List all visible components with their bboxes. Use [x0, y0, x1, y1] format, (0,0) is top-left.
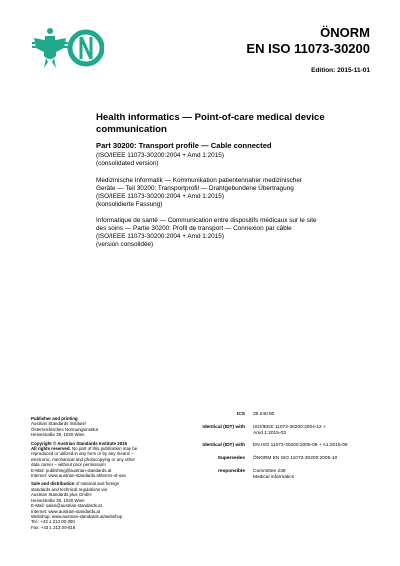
document-title: Health informatics — Point-of-care medical device communication: [96, 112, 325, 135]
metadata-row-responsible: responsible Committee 238 Medical informatics: [218, 468, 295, 480]
standard-number: EN ISO 11073-30200: [246, 41, 370, 56]
austrian-standards-logo: [32, 22, 104, 74]
metadata-row-identical-en: Identical (IDT) with EN ISO 11073-30200:2005-08 + A1:2015-09: [202, 443, 348, 449]
eagle-emblem-icon: [32, 28, 68, 68]
phone-number: Tel.: +43 1 213 00-300: [31, 519, 75, 525]
sale-heading: Sale and distribution: [31, 481, 75, 487]
metadata-row-identical-iso: Identical (IDT) with ISO/IEEE 11073-30200:2004-12 + Amd 1:2015-03: [202, 424, 326, 436]
publisher-heading: Publisher and printing: [31, 416, 78, 421]
title-block: [96, 112, 376, 249]
webshop-link: Webshop: www.austrian-standards.at/webshop: [31, 513, 123, 519]
publisher-info: Publisher and printing Austrian Standards Institute/ Österreichisches Normungsinstitut Heinestraße 38, 1020 Wien Copyright © Austrian Standards Institute 2015 All rights reserved. No part of this publication may be reproduced or utilized in any form or by any means – electronic, mechanical and photocopying or any other data carrier – without prior permission! E-Mail: publishing@austrian-standards.at Internet: www.austrian-standards.at/terms-of-use Sale and distribution of national and foreign standards and technical regulations via Austrian Standards plus GmbH Heinestraße 38, 1020 Wien E-Mail: sales@austrian-standards.at Internet: www.austrian-standards.at Webshop: www.austrian-standards.at/webshop Tel.: +43 1 213 00-300 Fax: +43 1 213 00-818: [31, 416, 151, 530]
english-reference: (ISO/IEEE 11073-30200:2004 + Amd 1:2015) (consolidated version): [96, 152, 224, 167]
part-title: Part 30200: Transport profile — Cable connected: [96, 141, 272, 150]
organization-name: ÖNORM: [320, 25, 370, 40]
publishing-email: E-Mail: publishing@austrian-standards.at: [31, 467, 112, 473]
website-link: Internet: www.austrian-standards.at: [31, 508, 101, 514]
standard-metadata: [150, 412, 380, 488]
copyright-heading: Copyright © Austrian Standards Institute 2015: [31, 440, 128, 446]
german-title: Medizinische Informatik — Kommunikation patientennaher medizinischer Geräte — Teil 30200: Transportprofil — Drahtgebundene Übertragung (ISO/IEEE 11073-30200:2004 + Amd 1:2015) (konsolidierte Fassung): [96, 176, 303, 208]
metadata-row-ics: ICS 35.240.80: [237, 412, 275, 417]
edition-date: Edition: 2015-11-01: [311, 67, 370, 74]
terms-of-use-link: Internet: www.austrian-standards.at/terms-of-use: [31, 473, 126, 479]
french-title: Informatique de santé — Communication entre dispositifs médicaux sur le site des soins — Partie 30200: Profil de transport — Connexion par câble (ISO/IEEE 11073-30200:2004 + Amd 1:2015) (version consolidée): [96, 217, 317, 249]
sales-email: E-Mail: sales@austrian-standards.at: [31, 503, 102, 509]
on-monogram-icon: [70, 32, 102, 64]
fax-number: Fax: +43 1 213 00-818: [31, 524, 76, 530]
metadata-row-supersedes: Supersedes ÖNORM EN ISO 11073-30200:2005-10: [217, 456, 338, 462]
